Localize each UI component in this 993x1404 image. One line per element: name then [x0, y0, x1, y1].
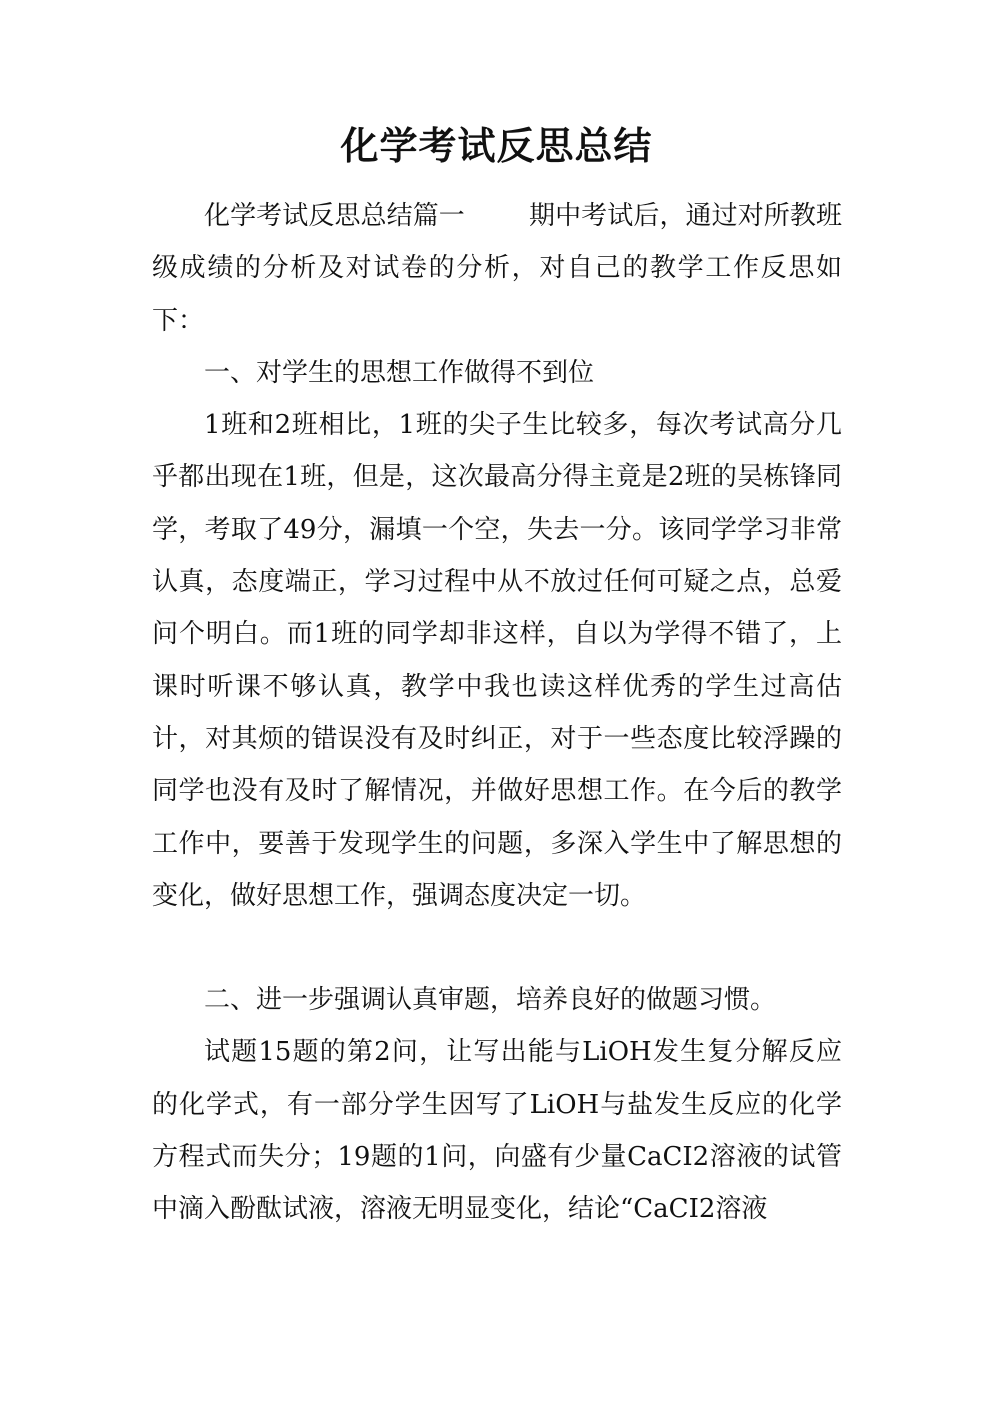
intro-text: 期中考试后，通过对所教班级成绩的分析及对试卷的分析，对自己的教学工作反思如下： [152, 201, 842, 336]
document-body [152, 190, 842, 1236]
section2-heading: 二、进一步强调认真审题，培养良好的做题习惯。 [204, 985, 777, 1016]
section1-paragraph: 1班和2班相比，1班的尖子生比较多，每次考试高分几乎都出现在1班，但是，这次最高分得主竟是2班的吴栋锋同学，考取了49分，漏填一个空，失去一分。该同学学习非常认真，态度端正，学习过程中从不放过任何可疑之点，总爱问个明白。而1班的同学却非这样，自以为学得不错了，上课时听课不够认真，教学中我也读这样优秀的学生过高估计，对其烦的错误没有及时纠正，对于一些态度比较浮躁的同学也没有及时了解情况，并做好思想工作。在今后的教学工作中，要善于发现学生的问题，多深入学生中了解思想的变化，做好思想工作，强调态度决定一切。 [152, 410, 842, 911]
document-title: 化学考试反思总结 [340, 123, 653, 168]
section1-heading: 一、对学生的思想工作做得不到位 [204, 357, 595, 388]
intro-paragraph [152, 190, 842, 347]
paragraph-spacer [152, 922, 842, 974]
intro-label: 化学考试反思总结篇一 [204, 201, 465, 231]
section2-paragraph: 试题15题的第2问，让写出能与LiOH发生复分解反应的化学式，有一部分学生因写了LiOH与盐发生反应的化学方程式而失分；19题的1问，向盛有少量CaCI2溶液的试管中滴入酚酞试液，溶液无明显变化，结论“CaCI2溶液 [152, 1037, 842, 1225]
